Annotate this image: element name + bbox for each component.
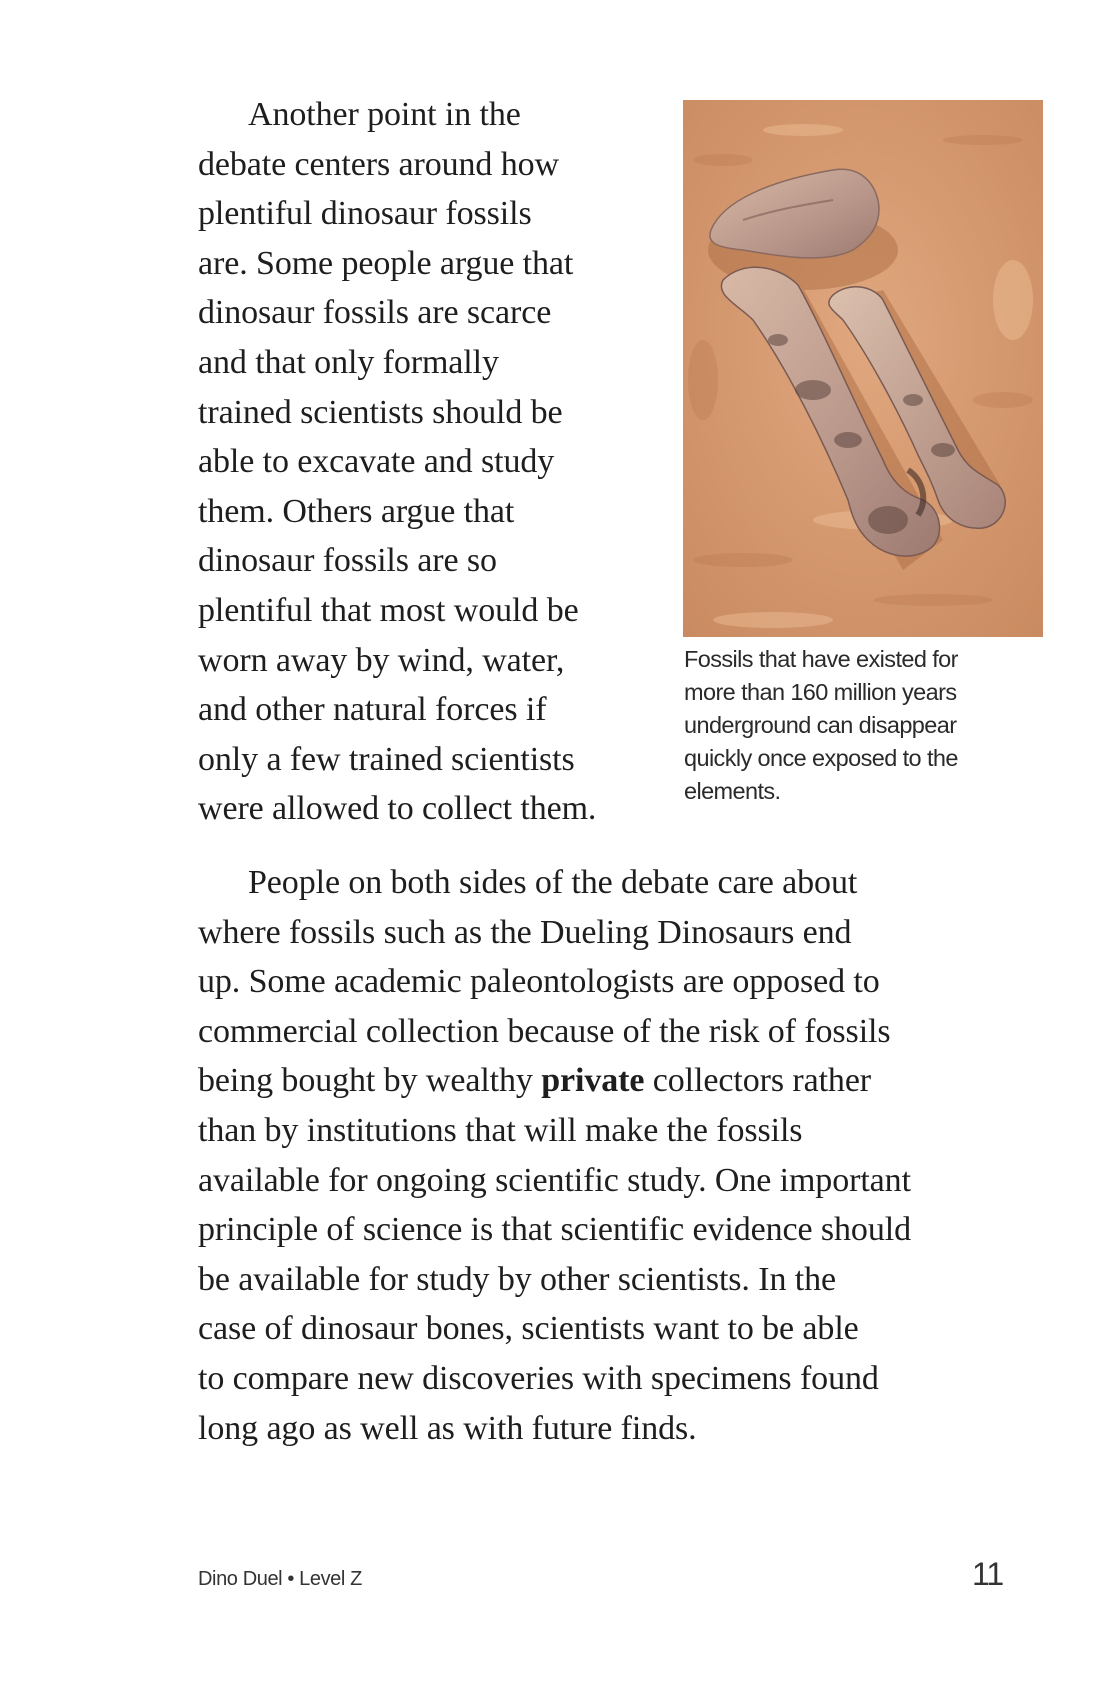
text-line: be available for study by other scientists. In the bbox=[198, 1260, 836, 1298]
text-line: commercial collection because of the risk of fossils bbox=[198, 1012, 891, 1050]
text-line: Another point in the bbox=[248, 96, 521, 133]
text-line: available for ongoing scientific study. One important bbox=[198, 1161, 911, 1199]
text-line: are. Some people argue that bbox=[198, 244, 574, 282]
text-line: trained scientists should be bbox=[198, 393, 563, 431]
text-line: plentiful that most would be bbox=[198, 591, 579, 629]
caption-line: elements. bbox=[684, 778, 781, 804]
text-line: only a few trained scientists bbox=[198, 740, 575, 778]
text-line-with-bold bbox=[198, 1056, 1028, 1106]
page-number: 11 bbox=[972, 1556, 1004, 1592]
caption-line: more than 160 million years bbox=[684, 679, 957, 705]
text-line: plentiful dinosaur fossils bbox=[198, 195, 532, 233]
body-paragraph-1 bbox=[198, 90, 668, 834]
fossil-bones-illustration bbox=[683, 100, 1043, 637]
caption-line: Fossils that have existed for bbox=[684, 646, 958, 672]
text-line: than by institutions that will make the fossils bbox=[198, 1111, 803, 1149]
text-line: were allowed to collect them. bbox=[198, 790, 597, 828]
text-line: up. Some academic paleontologists are opposed to bbox=[198, 963, 880, 1001]
text-line: case of dinosaur bones, scientists want to be able bbox=[198, 1310, 859, 1348]
caption-line: quickly once exposed to the bbox=[684, 745, 958, 771]
text-line: dinosaur fossils are so bbox=[198, 542, 497, 580]
text-line: worn away by wind, water, bbox=[198, 641, 565, 679]
photo-caption bbox=[684, 643, 1044, 808]
caption-line: underground can disappear bbox=[684, 712, 957, 738]
text-line: and other natural forces if bbox=[198, 691, 547, 729]
text-line: to compare new discoveries with specimens found bbox=[198, 1359, 879, 1397]
book-title-footer: Dino Duel • Level Z bbox=[198, 1568, 362, 1590]
text-line: principle of science is that scientific evidence should bbox=[198, 1211, 911, 1249]
text-line: and that only formally bbox=[198, 343, 499, 381]
text-segment: collectors rather bbox=[644, 1062, 872, 1100]
text-segment: being bought by wealthy bbox=[198, 1062, 542, 1100]
text-line: People on both sides of the debate care about bbox=[248, 864, 858, 901]
text-line: able to excavate and study bbox=[198, 443, 555, 481]
text-line: where fossils such as the Dueling Dinosaurs end bbox=[198, 913, 852, 951]
fossil-photo bbox=[683, 100, 1043, 637]
text-line: long ago as well as with future finds. bbox=[198, 1409, 697, 1447]
bold-vocabulary-word: private bbox=[541, 1062, 645, 1100]
text-line: dinosaur fossils are scarce bbox=[198, 294, 552, 332]
body-paragraph-2 bbox=[198, 858, 1028, 1453]
text-line: them. Others argue that bbox=[198, 492, 515, 530]
text-line: debate centers around how bbox=[198, 145, 559, 183]
